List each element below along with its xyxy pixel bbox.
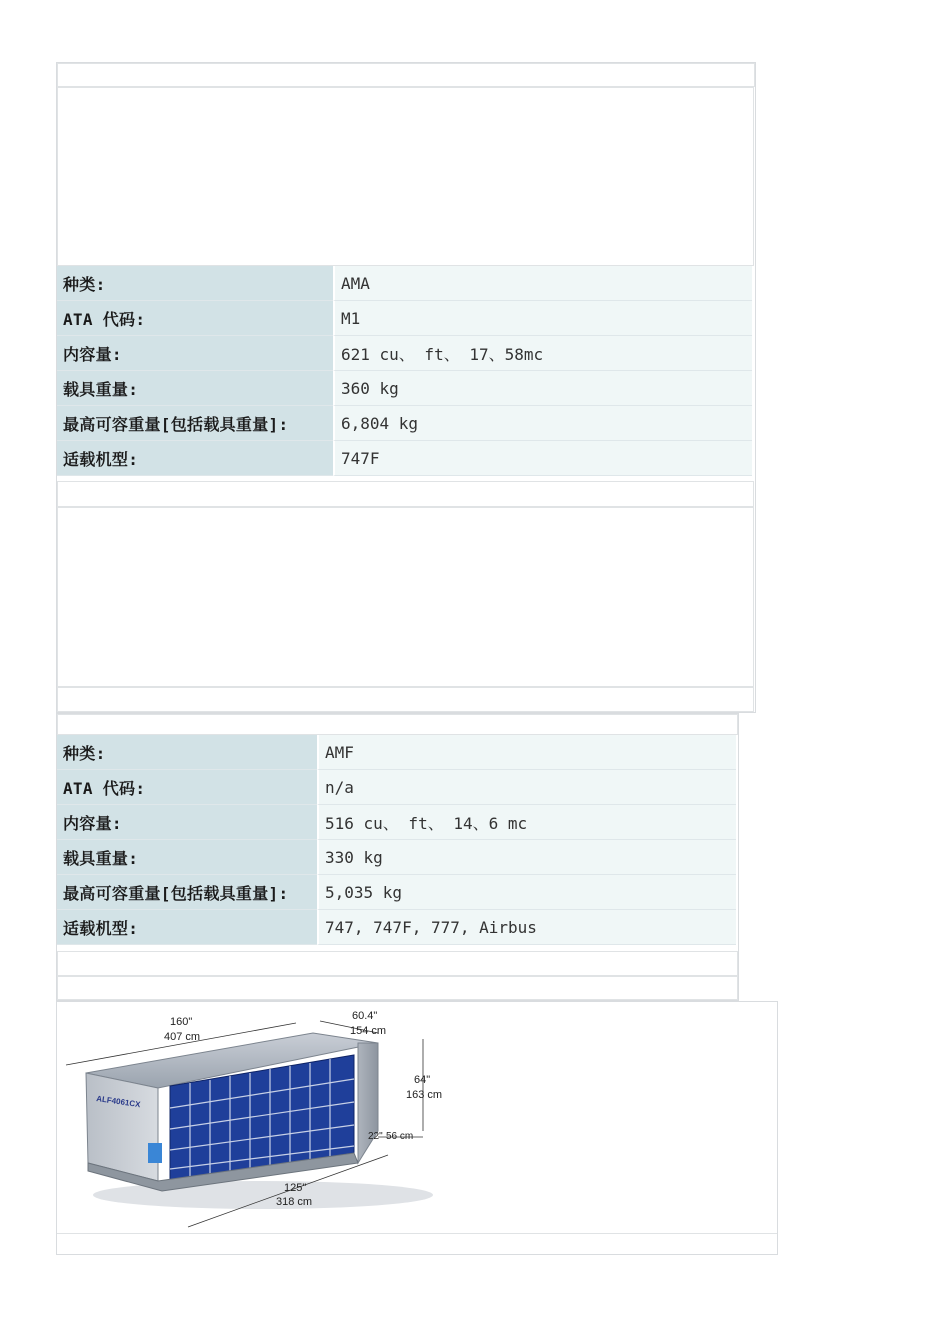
row-value: 621 cu、 ft、 17、58mc	[333, 336, 752, 371]
table-row	[57, 875, 736, 910]
row-label: 适载机型:	[57, 910, 317, 945]
spec-table-amf	[57, 735, 736, 945]
step-inches: 22"	[368, 1131, 383, 1142]
table-row	[57, 301, 752, 336]
row-label: 种类:	[57, 266, 333, 301]
table-row	[57, 910, 736, 945]
row-label: 载具重量:	[57, 840, 317, 875]
row-label: ATA 代码:	[57, 301, 333, 336]
separator-strip	[57, 481, 754, 507]
table-row	[57, 840, 736, 875]
image-placeholder-middle	[57, 507, 754, 687]
row-label: 最高可容重量[包括载具重量]:	[57, 406, 333, 441]
placard-icon	[148, 1143, 162, 1163]
top-strip	[57, 63, 755, 87]
row-value: 5,035 kg	[317, 875, 736, 910]
bottom-strip	[57, 687, 754, 712]
image-placeholder-top	[57, 87, 754, 266]
row-value: n/a	[317, 770, 736, 805]
uld-container-illustration	[58, 1003, 456, 1233]
row-value: AMA	[333, 266, 752, 301]
row-value: AMF	[317, 735, 736, 770]
container-marking: ALF4061CX	[95, 1094, 142, 1110]
top-strip-amf	[57, 714, 738, 735]
row-value: 330 kg	[317, 840, 736, 875]
row-label: 最高可容重量[包括载具重量]:	[57, 875, 317, 910]
row-label: 适载机型:	[57, 441, 333, 476]
table-row	[57, 805, 736, 840]
row-label: 载具重量:	[57, 371, 333, 406]
row-value: M1	[333, 301, 752, 336]
width-inches: 60.4"	[352, 1010, 378, 1022]
table-row	[57, 371, 752, 406]
row-label: ATA 代码:	[57, 770, 317, 805]
base-inches: 125"	[284, 1182, 307, 1194]
row-value: 516 cu、 ft、 14、6 mc	[317, 805, 736, 840]
diagram-bottom-strip	[57, 1233, 777, 1254]
length-inches: 160"	[170, 1016, 193, 1028]
row-label: 内容量:	[57, 805, 317, 840]
table-row	[57, 266, 752, 301]
height-cm: 163 cm	[406, 1089, 443, 1101]
length-cm: 407 cm	[164, 1031, 201, 1043]
row-value: 747, 747F, 777, Airbus	[317, 910, 736, 945]
table-row	[57, 441, 752, 476]
height-inches: 64"	[414, 1074, 431, 1086]
table-row	[57, 770, 736, 805]
spec-table-ama	[57, 266, 752, 476]
row-value: 360 kg	[333, 371, 752, 406]
width-cm: 154 cm	[350, 1025, 387, 1037]
step-cm: 56 cm	[386, 1131, 414, 1142]
row-value: 747F	[333, 441, 752, 476]
separator-strip-amf	[57, 951, 738, 976]
container-diagram	[58, 1003, 456, 1233]
row-label: 内容量:	[57, 336, 333, 371]
bottom-strip-amf	[57, 976, 738, 1000]
row-value: 6,804 kg	[333, 406, 752, 441]
table-row	[57, 336, 752, 371]
table-row	[57, 735, 736, 770]
table-row	[57, 406, 752, 441]
base-cm: 318 cm	[276, 1196, 313, 1208]
row-label: 种类:	[57, 735, 317, 770]
